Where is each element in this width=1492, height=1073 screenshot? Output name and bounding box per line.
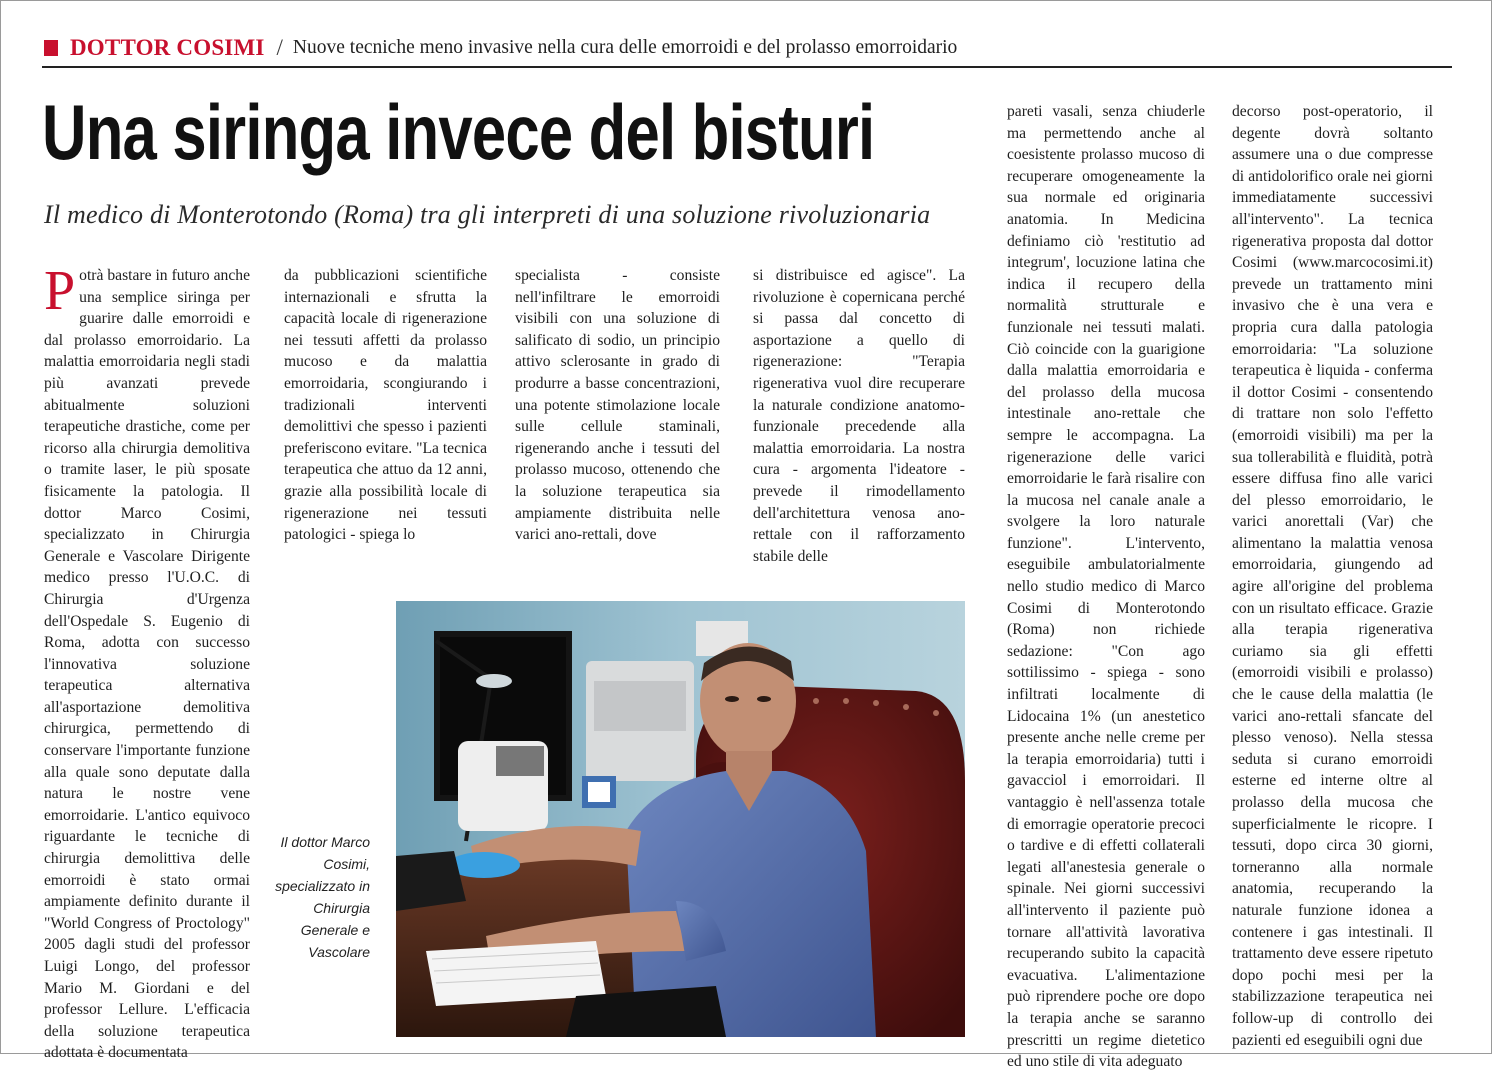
section-topic: Nuove tecniche meno invasive nella cura delle emorroidi e del prolasso emorroidario (292, 37, 958, 58)
article-column-1 (44, 260, 250, 1062)
article-column-4: si distribuisce ed agisce". La rivoluzione è copernicana perché si passa dal concetto di asportazione a quello di rigenerazione: "Terapia rigenerativa vuol dire recuperare la naturale condizione anatomo-funzionale precedende alla malattia emorroidaria. La nostra cura - argomenta l'ideatore - prevede il rimodellamento dell'architettura venosa ano-rettale con il rafforzamento stabile delle (753, 267, 965, 565)
doctor-photo (396, 601, 965, 1037)
section-square-icon (44, 40, 58, 56)
subheadline: Il medico di Monterotondo (Roma) tra gli interpreti di una soluzione rivoluzionaria (44, 200, 931, 229)
section-header (44, 33, 1450, 63)
headline: Una siringa invece del bisturi (42, 88, 875, 176)
article-column-6: decorso post-operatorio, il degente dovrà soltanto assumere una o due compresse di antidolorifico orale nei giorni immediatamente successivi all'intervento". La tecnica rigenerativa proposta dal dottor Cosimi (www.marcocosimi.it) prevede un trattamento mini invasivo che è una vera e propria cura dalla patologia emorroidaria: "La soluzione terapeutica è liquida - conferma il dottor Cosimi - consentendo di trattare non solo l'effetto (emorroidi visibili) ma per la sua tollerabilità e fluidità, potrà essere diffusa fino alle varici del plesso emorroidario, le varici anorettali (Var) che alimentano la malattia venosa emorroidaria, giungendo ad agire all'origine del problema con un risultato efficace. Grazie alla terapia rigenerativa curiamo sia gli effetti (emorroidi visibili e prolasso) che le cause della malattia (le varici ano-rettali sfancate del plesso venoso). Nella stessa seduta si curano emorroidi esterne ed interne oltre al prolasso della mucosa che superficialmente le ricopre. I tessuti, dopo circa 30 giorni, torneranno alla normale anatomia, recuperando la naturale funzione idonea a contenere i gas intestinali. Il trattamento deve essere ripetuto dopo pochi mesi per la stabilizzazione terapeutica nei follow-up di controllo dei pazienti ed eseguibili ogni due (1232, 103, 1433, 1049)
article-column-3: specialista - consiste nell'infiltrare le emorroidi visibili con una soluzione di salificato di sodio, un principio attivo sclerosante in grado di produrre a basse concentrazioni, una potente stimolazione locale sulle cellule staminali, rigenerando anche i tessuti del prolasso mucoso, ottenendo che la soluzione terapeutica sia ampiamente distribuita nelle varici ano-rettali, dove (515, 267, 720, 544)
drop-cap: P (44, 260, 76, 322)
header-rule (42, 66, 1452, 68)
article-column-2: da pubblicazioni scientifiche internazionali e sfrutta la capacità locale di rigenerazione nei tessuti affetti da prolasso mucoso e da malattia emorroidaria, scongiurando i tradizionali interventi demolittivi che spesso i pazienti preferiscono evitare. "La tecnica terapeutica che attuo da 12 anni, grazie alla possibilità locale di rigenerazione nei tessuti patologici - spiega lo (284, 267, 487, 544)
article-column-5: pareti vasali, senza chiuderle ma permettendo anche al coesistente prolasso mucoso di recuperare omogeneamente la sua normale ed originaria anatomia. In Medicina definiamo ciò 'restitutio ad integrum', locuzione latina che indica il recupero della normalità strutturale e funzionale nei tessuti malati. Ciò coincide con la guarigione dalla malattia emorroidaria e del prolasso della mucosa intestinale ano-rettale che sempre le accompagna. La rigenerazione delle varici emorroidarie le farà risalire con la mucosa nel canale anale a svolgere la loro naturale funzione". L'intervento, eseguibile ambulatorialmente nello studio medico di Marco Cosimi di Monterotondo (Roma) non richiede sedazione: "Con ago sottilissimo - spiega - sono infiltrati localmente di Lidocaina 1% (un anestetico presente anche nelle creme per la terapia emorroidaria) tutti i gavacciol i emorroidari. Il vantaggio è nell'assenza totale di emorragie operatorie precoci o tardive e di effetti collaterali legati all'anestesia generale o spinale. Nei giorni successivi all'intervento il paziente può tornare all'attività lavorativa recuperando subito la capacità evacuativa. L'alimentazione può riprendere poche ore dopo la terapia anche se saranno prescritti un regime dietetico ed uno stile di vita adeguato (1007, 103, 1205, 1071)
header-separator: / (276, 35, 283, 60)
photo-caption: Il dottor Marco Cosimi, specializzato in Chirurgia Generale e Vascolare (275, 834, 370, 960)
column-1-text: otrà bastare in futuro anche una semplice siringa per guarire dalle emorroidi e dal prolasso emorroidario. La malattia emorroidaria negli stadi più avanzati prevede abitualmente soluzioni terapeutiche drastiche, come per ricorso alla chirurgia demolitiva o tramite laser, le più sposate fisicamente la patologia. Il dottor Marco Cosimi, specializzato in Chirurgia Generale e Vascolare Dirigente medico presso l'U.O.C. di Chirurgia d'Urgenza dell'Ospedale S. Eugenio di Roma, adotta con successo l'innovativa soluzione terapeutica alternativa all'asportazione demolitiva chirurgica, permettendo di conservare l'importante funzione alla quale sono deputate dalla natura le nostre vene emorroidarie. L'antico equivoco riguardante le tecniche di chirurgia demolittiva delle emorroidi è stato ormai ampiamente definito durante il "World Congress of Proctology" 2005 dagli studi del professor Luigi Longo, del professor Mario M. Giordani e del professor Lellure. L'efficacia della soluzione terapeutica adottata è documentata (44, 267, 250, 1062)
section-name: DOTTOR COSIMI (70, 35, 265, 60)
